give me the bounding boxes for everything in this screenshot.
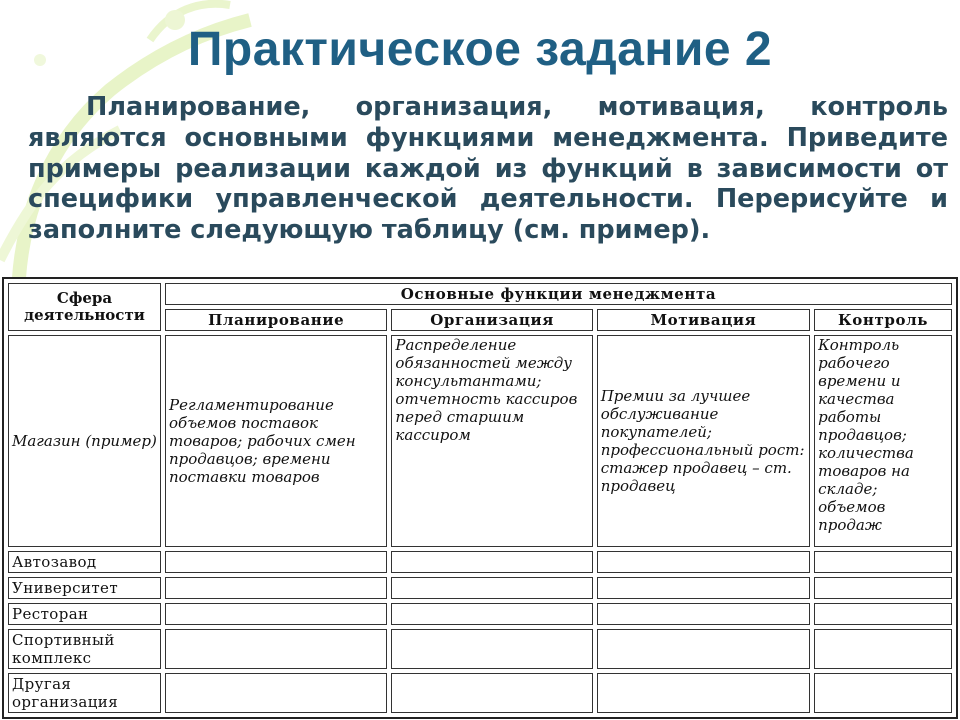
empty-cell — [814, 603, 952, 625]
row-label: Университет — [8, 577, 161, 599]
table-row — [8, 603, 952, 625]
row-label: Автозавод — [8, 551, 161, 573]
example-organization-cell: Распределение обязанностей между консультантами; отчетность кассиров перед старшим кассиром — [391, 335, 592, 547]
table-row — [8, 577, 952, 599]
table-row — [8, 673, 952, 713]
empty-cell — [391, 577, 592, 599]
empty-cell — [391, 551, 592, 573]
empty-cell — [165, 629, 387, 669]
empty-cell — [165, 603, 387, 625]
empty-cell — [391, 673, 592, 713]
empty-cell — [391, 603, 592, 625]
column-header-motivation: Мотивация — [597, 309, 810, 331]
column-header-organization: Организация — [391, 309, 592, 331]
empty-cell — [814, 673, 952, 713]
row-label: Ресторан — [8, 603, 161, 625]
example-control-cell: Контроль рабочего времени и качества работы продавцов; количества товаров на складе; объемов продаж — [814, 335, 952, 547]
empty-cell — [597, 603, 810, 625]
functions-table — [2, 277, 958, 717]
empty-cell — [597, 629, 810, 669]
empty-cell — [814, 577, 952, 599]
functions-header: Основные функции менеджмента — [165, 283, 952, 305]
row-label: Другая организация — [8, 673, 161, 713]
table-row-example — [8, 335, 952, 547]
empty-cell — [165, 551, 387, 573]
empty-cell — [597, 673, 810, 713]
example-motivation-cell: Премии за лучшее обслуживание покупателей; профессиональный рост: стажер продавец – ст. продавец — [597, 335, 810, 547]
empty-cell — [391, 629, 592, 669]
empty-cell — [814, 551, 952, 573]
empty-cell — [597, 577, 810, 599]
empty-cell — [814, 629, 952, 669]
row-label: Спортивный комплекс — [8, 629, 161, 669]
empty-cell — [597, 551, 810, 573]
row-label-example: Магазин (пример) — [8, 335, 161, 547]
empty-cell — [165, 673, 387, 713]
sphere-header: Сфера деятельности — [8, 283, 161, 331]
table-row — [8, 629, 952, 669]
column-header-control: Контроль — [814, 309, 952, 331]
column-header-planning: Планирование — [165, 309, 387, 331]
empty-cell — [165, 577, 387, 599]
example-planning-cell: Регламентирование объемов поставок товаров; рабочих смен продавцов; времени поставки товаров — [165, 335, 387, 547]
table-row — [8, 551, 952, 573]
page-title: Практическое задание 2 — [187, 23, 773, 76]
task-description: Планирование, организация, мотивация, контроль являются основными функциями менеджмента. Приведите примеры реализации каждой из функций в зависимости от специфики управленческой деятельности. Перерисуйте и заполните следующую таблицу (см. пример). — [28, 92, 948, 246]
